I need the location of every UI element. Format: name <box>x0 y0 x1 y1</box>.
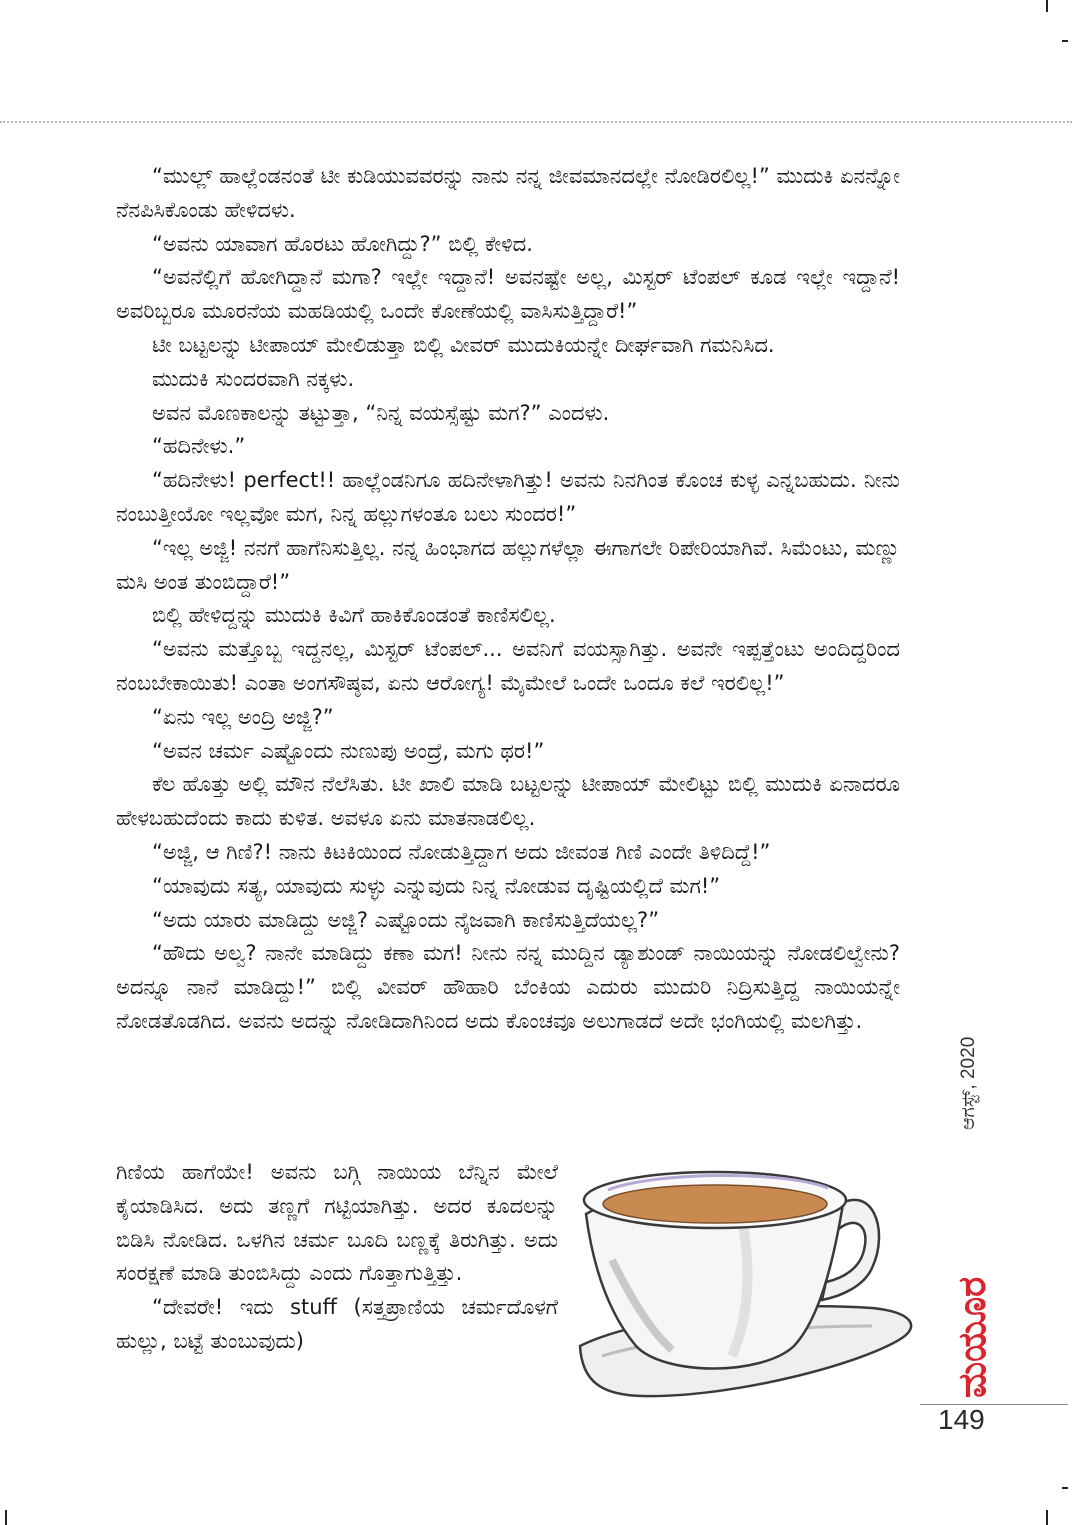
paragraph: “ಹದಿನೇಳು.” <box>152 434 246 459</box>
paragraph: “ಅವನೆಲ್ಲಿಗೆ ಹೋಗಿದ್ದಾನೆ ಮಗಾ? ಇಲ್ಲೇ ಇದ್ದಾನೆ! ಅವನಷ್ಟೇ ಅಲ್ಲ, ಮಿಸ್ಟರ್ ಟೆಂಪಲ್ ಕೂಡ ಇಲ್ಲೇ ಇದ್ದಾನೆ! ಅವರಿಬ್ಬರೂ ಮೂರನೆಯ ಮಹಡಿಯಲ್ಲಿ ಒಂದೇ ಕೋಣೆಯಲ್ಲಿ ವಾಸಿಸುತ್ತಿದ್ದಾರೆ!” <box>116 265 900 324</box>
paragraph: “ಯಾವುದು ಸತ್ಯ, ಯಾವುದು ಸುಳ್ಳು ಎನ್ನುವುದು ನಿನ್ನ ನೋಡುವ ದೃಷ್ಟಿಯಲ್ಲಿದೆ ಮಗ!” <box>152 873 721 898</box>
crop-mark-right-upper <box>1062 40 1068 42</box>
paragraph: ಗಿಣಿಯ ಹಾಗೆಯೇ! ಅವನು ಬಗ್ಗಿ ನಾಯಿಯ ಬೆನ್ನಿನ ಮೇಲೆ ಕೈಯಾಡಿಸಿದ. ಅದು ತಣ್ಣಗೆ ಗಟ್ಟಿಯಾಗಿತ್ತು. ಅದರ ಕೂದಲನ್ನು ಬಿಡಿಸಿ ನೋಡಿದ. ಒಳಗಿನ ಚರ್ಮ ಬೂದಿ ಬಣ್ಣಕ್ಕೆ ತಿರುಗಿತ್ತು. ಅದು ಸಂರಕ್ಷಣೆ ಮಾಡಿ ತುಂಬಿಸಿದ್ದು ಎಂದು ಗೊತ್ತಾಗುತ್ತಿತ್ತು. <box>116 1160 558 1286</box>
crop-mark-bottom-right <box>1046 1510 1048 1525</box>
teacup-illustration <box>572 1150 924 1400</box>
paragraph: “ಹದಿನೇಳು! perfect!! ಹಾಲ್ಲೆಂಡನಿಗೂ ಹದಿನೇಳಾಗಿತ್ತು! ಅವನು ನಿನಗಿಂತ ಕೊಂಚ ಕುಳ್ಳ ಎನ್ನಬಹುದು. ನೀನು ನಂಬುತ್ತೀಯೋ ಇಲ್ಲವೋ ಮಗ, ನಿನ್ನ ಹಲ್ಲುಗಳಂತೂ ಬಲು ಸುಂದರ!” <box>116 468 900 526</box>
paragraph: “ಅದು ಯಾರು ಮಾಡಿದ್ದು ಅಜ್ಜಿ? ಎಷ್ಟೊಂದು ನೈಜವಾಗಿ ಕಾಣಿಸುತ್ತಿದೆಯಲ್ಲ?” <box>152 907 660 932</box>
paragraph: “ಮುಲ್ಲ್‌ ಹಾಲ್ಲೆಂಡನಂತೆ ಟೀ ಕುಡಿಯುವವರನ್ನು ನಾನು ನನ್ನ ಜೀವಮಾನದಲ್ಲೇ ನೋಡಿರಲಿಲ್ಲ!” ಮುದುಕಿ ಏನನ್ನೋ ನೆನಪಿಸಿಕೊಂಡು ಹೇಳಿದಳು. <box>116 164 900 222</box>
crop-mark-top-right <box>1046 0 1048 12</box>
paragraph: “ಅವನು ಯಾವಾಗ ಹೊರಟು ಹೋಗಿದ್ದು?” ಬಿಲ್ಲಿ ಕೇಳಿದ. <box>152 231 533 256</box>
paragraph: “ಅವನು ಮತ್ತೊಬ್ಬ ಇದ್ದನಲ್ಲ, ಮಿಸ್ಟರ್ ಟೆಂಪಲ್... ಅವನಿಗೆ ವಯಸ್ಸಾಗಿತ್ತು. ಅವನೇ ಇಪ್ಪತ್ತೆಂಟು ಅಂದಿದ್ದರಿಂದ ನಂಬಬೇಕಾಯಿತು! ಎಂತಾ ಅಂಗಸೌಷ್ಠವ, ಏನು ಆರೋಗ್ಯ! ಮೈಮೇಲೆ ಒಂದೇ ಒಂದೂ ಕಲೆ ಇರಲಿಲ್ಲ!” <box>116 637 900 695</box>
issue-date-text: ಆಗಸ್ಟ್, 2020 <box>958 1036 979 1130</box>
article-body <box>116 160 900 1039</box>
paragraph: ಮುದುಕಿ ಸುಂದರವಾಗಿ ನಕ್ಕಳು. <box>152 366 355 391</box>
paragraph: “ಅಜ್ಜಿ, ಆ ಗಿಣಿ?! ನಾನು ಕಿಟಕಿಯಿಂದ ನೋಡುತ್ತಿದ್ದಾಗ ಅದು ಜೀವಂತ ಗಿಣಿ ಎಂದೇ ತಿಳಿದಿದ್ದೆ!” <box>152 839 771 864</box>
paragraph: “ಇಲ್ಲ ಅಜ್ಜಿ! ನನಗೆ ಹಾಗೆನಿಸುತ್ತಿಲ್ಲ. ನನ್ನ ಹಿಂಭಾಗದ ಹಲ್ಲುಗಳೆಲ್ಲಾ ಈಗಾಗಲೇ ರಿಪೇರಿಯಾಗಿವೆ. ಸಿಮೆಂಟು, ಮಣ್ಣು ಮಸಿ ಅಂತ ತುಂಬಿದ್ದಾರೆ!” <box>116 535 900 594</box>
crop-mark-left-bottom <box>5 1510 7 1525</box>
paragraph: “ಏನು ಇಲ್ಲ ಅಂದ್ರಿ ಅಜ್ಜಿ?” <box>152 704 334 729</box>
paragraph: ಟೀ ಬಟ್ಟಲನ್ನು ಟೀಪಾಯ್ ಮೇಲಿಡುತ್ತಾ ಬಿಲ್ಲಿ ವೀವರ್ ಮುದುಕಿಯನ್ನೇ ದೀರ್ಘವಾಗಿ ಗಮನಿಸಿದ. <box>152 332 775 357</box>
header-dotted-rule <box>0 121 1072 123</box>
tea-surface <box>603 1185 827 1223</box>
paragraph: ಬಿಲ್ಲಿ ಹೇಳಿದ್ದನ್ನು ಮುದುಕಿ ಕಿವಿಗೆ ಹಾಕಿಕೊಂಡಂತೆ ಕಾಣಿಸಲಿಲ್ಲ. <box>152 603 556 628</box>
page-number: 149 <box>938 1404 985 1435</box>
article-body-wrapped <box>116 1156 558 1359</box>
paragraph: ಕೆಲ ಹೊತ್ತು ಅಲ್ಲಿ ಮೌನ ನೆಲೆಸಿತು. ಟೀ ಖಾಲಿ ಮಾಡಿ ಬಟ್ಟಲನ್ನು ಟೀಪಾಯ್ ಮೇಲಿಟ್ಟು ಬಿಲ್ಲಿ ಮುದುಕಿ ಏನಾದರೂ ಹೇಳಬಹುದೆಂದು ಕಾದು ಕುಳಿತ. ಅವಳೂ ಏನು ಮಾತನಾಡಲಿಲ್ಲ. <box>116 772 900 831</box>
crop-mark-right-bottom <box>1062 1487 1068 1489</box>
magazine-name: ಮಯೂರ <box>950 1276 994 1398</box>
paragraph: “ಅವನ ಚರ್ಮ ಎಷ್ಟೊಂದು ನುಣುಪು ಅಂದ್ರೆ, ಮಗು ಥರ!” <box>152 738 545 763</box>
paragraph: “ದೇವರೇ! ಇದು stuff (ಸತ್ತಪ್ರಾಣಿಯ ಚರ್ಮದೊಳಗೆ ಹುಲ್ಲು, ಬಟ್ಟೆ ತುಂಬುವುದು) <box>116 1295 558 1353</box>
paragraph: ಅವನ ಮೊಣಕಾಲನ್ನು ತಟ್ಟುತ್ತಾ, “ನಿನ್ನ ವಯಸ್ಸೆಷ್ಟು ಮಗ?” ಎಂದಳು. <box>152 400 610 425</box>
paragraph: “ಹೌದು ಅಲ್ವ? ನಾನೇ ಮಾಡಿದ್ದು ಕಣಾ ಮಗ! ನೀನು ನನ್ನ ಮುದ್ದಿನ ಡ್ಯಾಶುಂಡ್ ನಾಯಿಯನ್ನು ನೋಡಲಿಲ್ವೇನು? ಅದನ್ನೂ ನಾನೆ ಮಾಡಿದ್ದು!” ಬಿಲ್ಲಿ ವೀವರ್ ಹೌಹಾರಿ ಬೆಂಕಿಯ ಎದುರು ಮುದುರಿ ನಿದ್ರಿಸುತ್ತಿದ್ದ ನಾಯಿಯನ್ನೇ ನೋಡತೊಡಗಿದ. ಅವನು ಅದನ್ನು ನೋಡಿದಾಗಿನಿಂದ ಅದು ಕೊಂಚವೂ ಅಲುಗಾಡದೆ ಅದೇ ಭಂಗಿಯಲ್ಲಿ ಮಲಗಿತ್ತು. <box>116 941 900 1033</box>
